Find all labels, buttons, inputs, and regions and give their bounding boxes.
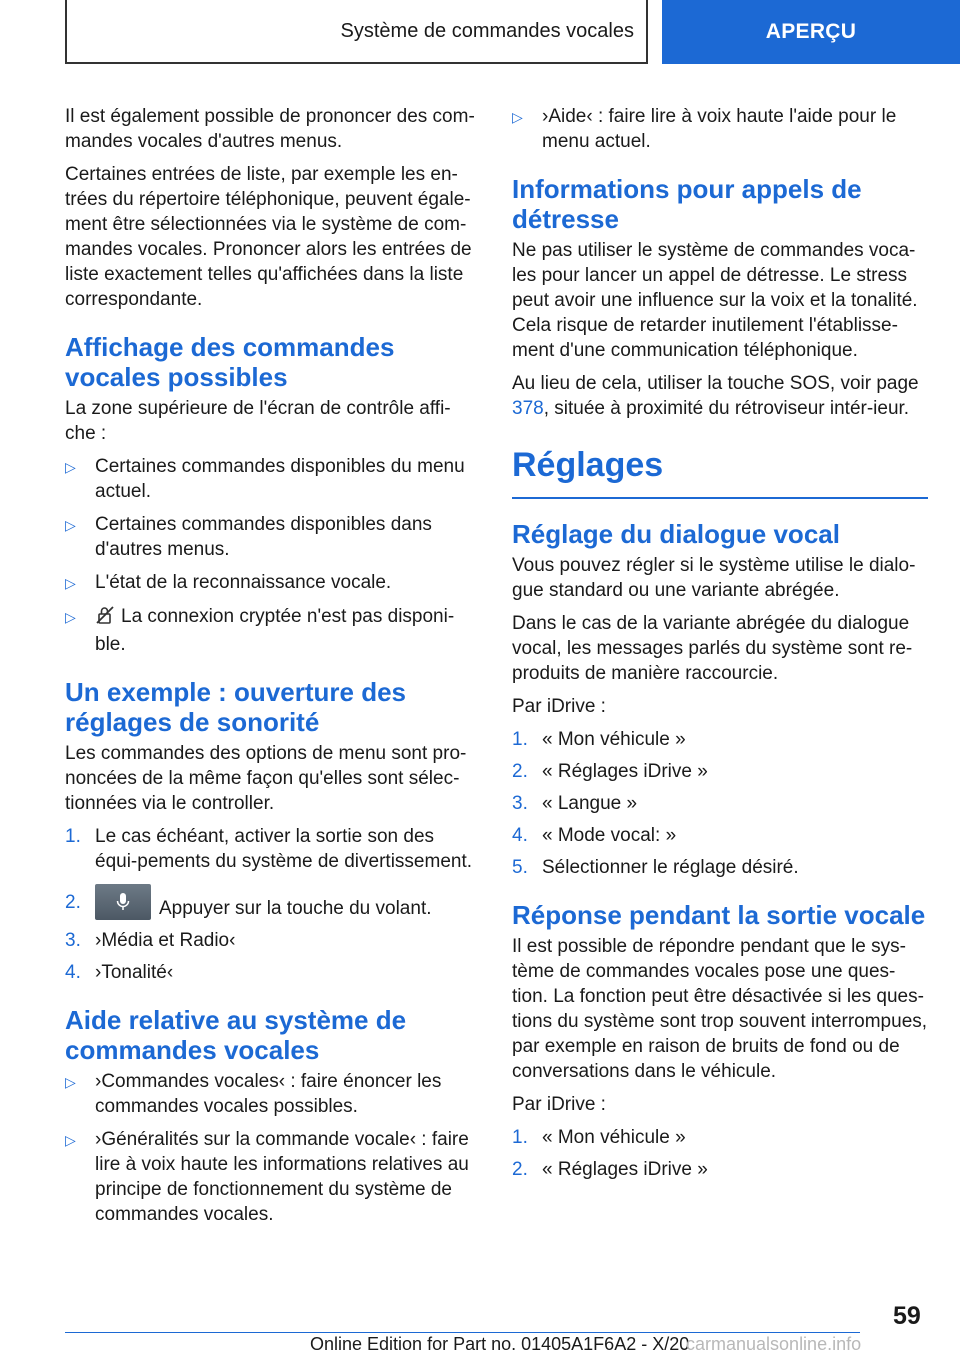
paragraph: Les commandes des options de menu sont pro‐noncées de la même façon qu'elles sont sélec‐tionnées via le controller. — [65, 743, 467, 814]
microphone-icon — [95, 884, 151, 920]
paragraph: Au lieu de cela, utiliser la touche SOS, voir page 378, située à proximité du rétroviseur intér‐ieur. — [512, 373, 919, 419]
triangle-right-icon: ▷ — [65, 459, 76, 475]
list-item: ▷ La connexion cryptée n'est pas disponi‐ble. — [65, 606, 455, 655]
header-section-title — [65, 0, 648, 64]
paragraph: Par iDrive : — [512, 696, 606, 717]
triangle-right-icon: ▷ — [65, 1074, 76, 1090]
list-item: 2. « Réglages iDrive » — [512, 761, 708, 782]
list-item: 3. « Langue » — [512, 793, 638, 814]
footer-divider — [65, 1332, 860, 1333]
paragraph: Il est également possible de prononcer des com‐mandes vocales d'autres menus. — [65, 106, 475, 152]
triangle-right-icon: ▷ — [512, 109, 523, 125]
heading-reglages: Réglages — [512, 443, 928, 499]
triangle-right-icon: ▷ — [65, 575, 76, 591]
header-section-label: Système de commandes vocales — [340, 19, 634, 42]
list-item: 4. « Mode vocal: » — [512, 825, 677, 846]
heading-detresse: Informations pour appels de détresse — [512, 174, 862, 234]
paragraph: Ne pas utiliser le système de commandes voca‐les pour lancer un appel de détresse. Le stress peut avoir une influence sur la voix et la tonalité. Cela risque de retarder inutilement l'établisse‐ment d'une communication téléphonique. — [512, 240, 918, 361]
paragraph: Certaines entrées de liste, par exemple les en‐trées du répertoire téléphonique, peuvent égale‐ment être sélectionnées via le système de com‐mandes vocales. Prononcer alors les entrées de liste exactement telles qu'affichées dans la liste correspondante. — [65, 164, 472, 310]
list-item: 3. ›Média et Radio‹ — [65, 930, 236, 951]
heading-affichage: Affichage des commandes vocales possibles — [65, 332, 395, 392]
triangle-right-icon: ▷ — [65, 517, 76, 533]
paragraph: Vous pouvez régler si le système utilise le dialo‐gue standard ou une variante abrégée. — [512, 555, 916, 601]
heading-dialogue: Réglage du dialogue vocal — [512, 519, 840, 549]
right-column — [512, 104, 928, 1189]
paragraph: Il est possible de répondre pendant que le sys‐tème de commandes vocales pose une ques‐tion. La fonction peut être désactivée si les ques‐tions du système sont trop souvent interrompues, par exemple en raison de bruits de fond ou de conversations dans le véhicule. — [512, 936, 928, 1082]
page-number: 59 — [893, 1302, 921, 1330]
heading-reponse: Réponse pendant la sortie vocale — [512, 900, 926, 930]
list-item: ▷ ›Commandes vocales‹ : faire énoncer les commandes vocales possibles. — [65, 1071, 442, 1117]
list-item: 2. Appuyer sur la touche du volant. — [65, 884, 481, 921]
list-item: ▷ ›Aide‹ : faire lire à voix haute l'aide pour le menu actuel. — [512, 106, 897, 152]
list-item: ▷ Certaines commandes disponibles dans d'autres menus. — [65, 514, 432, 560]
list-item: 1. « Mon véhicule » — [512, 729, 686, 750]
lock-crossed-icon — [95, 605, 115, 632]
list-item: 1. Le cas échéant, activer la sortie son des équi‐pements du système de divertissement. — [65, 826, 473, 872]
list-item: ▷ Certaines commandes disponibles du menu actuel. — [65, 456, 465, 502]
header-tab-apercu[interactable] — [662, 0, 960, 64]
list-item: 5. Sélectionner le réglage désiré. — [512, 857, 799, 878]
paragraph: Dans le cas de la variante abrégée du dialogue vocal, les messages parlés du système sont re‐produits de manière raccourcie. — [512, 613, 913, 684]
list-item: 1. « Mon véhicule » — [512, 1127, 686, 1148]
paragraph: Par iDrive : — [512, 1094, 606, 1115]
list-item: 4. ›Tonalité‹ — [65, 962, 174, 983]
triangle-right-icon: ▷ — [65, 1132, 76, 1148]
list-item: 2. « Réglages iDrive » — [512, 1159, 708, 1180]
footer-edition: Online Edition for Part no. 01405A1F6A2 - X/20 — [310, 1334, 690, 1354]
left-column — [65, 104, 481, 1235]
watermark: carmanualsonline.info — [686, 1334, 862, 1354]
heading-exemple: Un exemple : ouverture des réglages de sonorité — [65, 677, 406, 737]
header-tab-label: APERÇU — [765, 20, 857, 43]
list-item: ▷ ›Généralités sur la commande vocale‹ : faire lire à voix haute les informations relatives au principe de fonctionnement du système de commandes vocales. — [65, 1129, 469, 1225]
page-link-378[interactable]: 378 — [512, 398, 544, 419]
triangle-right-icon: ▷ — [65, 609, 76, 625]
paragraph: La zone supérieure de l'écran de contrôle affi‐che : — [65, 398, 451, 444]
list-item: ▷ L'état de la reconnaissance vocale. — [65, 570, 481, 596]
heading-aide: Aide relative au système de commandes vocales — [65, 1005, 407, 1065]
